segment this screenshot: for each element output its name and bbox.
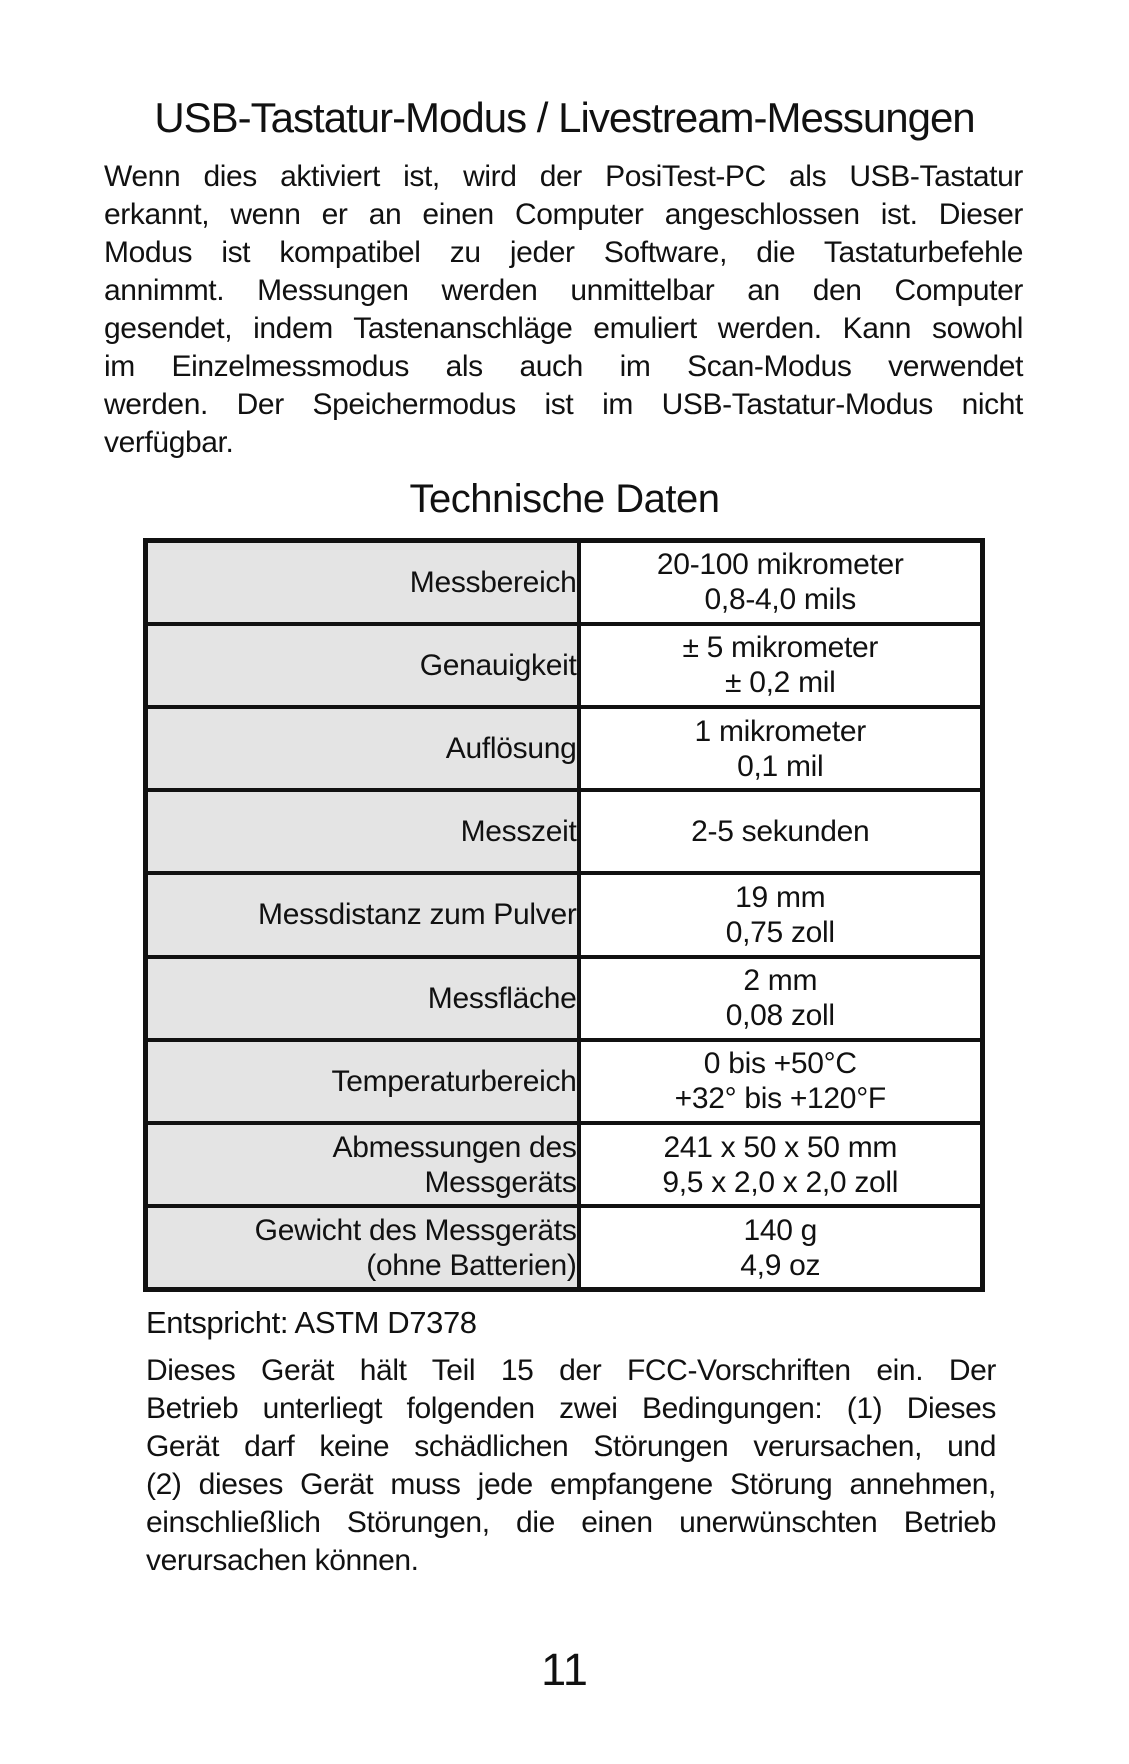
spec-value-cell (579, 624, 983, 707)
paragraph-line: Modus ist kompatibel zu jeder Software, die Tastaturbefehle (104, 236, 1023, 269)
cell-line: Messzeit (460, 815, 577, 849)
cell-line: ± 0,2 mil (725, 666, 836, 700)
paragraph-line: werden. Der Speichermodus ist im USB-Tastatur-Modus nicht (104, 388, 1023, 421)
paragraph-line: Dieses Gerät hält Teil 15 der FCC-Vorschriften ein. Der (146, 1354, 996, 1387)
conformance-note: Entspricht: ASTM D7378 (146, 1305, 477, 1340)
cell-line: 19 mm (735, 880, 826, 914)
paragraph-line: gesendet, indem Tastenanschläge emuliert werden. Kann sowohl (104, 312, 1023, 345)
spec-label-cell (146, 1123, 579, 1206)
cell-line: 0,1 mil (737, 749, 824, 783)
cell-line: +32° bis +120°F (674, 1082, 886, 1116)
paragraph-line: verursachen können. (146, 1544, 419, 1577)
paragraph-line: im Einzelmessmodus als auch im Scan-Modus verwendet (104, 350, 1023, 383)
paragraph-line: Betrieb unterliegt folgenden zwei Bedingungen: (1) Dieses (146, 1392, 996, 1425)
cell-line: 0,08 zoll (725, 999, 835, 1033)
spec-value-cell (579, 1206, 983, 1289)
cell-line: 140 g (743, 1213, 818, 1247)
cell-line: 2-5 sekunden (691, 815, 870, 849)
cell-line: Auflösung (445, 732, 577, 766)
table-row (146, 957, 983, 1040)
table-row (146, 541, 983, 624)
paragraph-line: Gerät darf keine schädlichen Störungen verursachen, und (146, 1430, 996, 1463)
cell-line: Gewicht des Messgeräts (254, 1213, 577, 1247)
spec-value-cell (579, 541, 983, 624)
cell-line: Messgeräts (424, 1165, 577, 1199)
spec-value-cell (579, 790, 983, 873)
cell-line: Messbereich (409, 565, 577, 599)
cell-line: 0,8-4,0 mils (704, 583, 856, 617)
table-row (146, 1206, 983, 1289)
table-row (146, 1123, 983, 1206)
paragraph-line: (2) dieses Gerät muss jede empfangene Störung annehmen, (146, 1468, 996, 1501)
cell-line: 0,75 zoll (725, 915, 835, 949)
cell-line: 0 bis +50°C (703, 1047, 857, 1081)
tech-data-heading: Technische Daten (409, 477, 720, 521)
cell-line: 1 mikrometer (694, 714, 866, 748)
cell-line: 20-100 mikrometer (656, 548, 904, 582)
spec-value-cell (579, 707, 983, 790)
cell-line: Genauigkeit (419, 648, 577, 682)
cell-line: 4,9 oz (740, 1248, 821, 1282)
spec-value-cell (579, 957, 983, 1040)
cell-line: 2 mm (743, 964, 818, 998)
cell-line: Temperaturbereich (331, 1064, 577, 1098)
tech-data-table-body (146, 541, 983, 1290)
table-row (146, 624, 983, 707)
spec-label-cell (146, 957, 579, 1040)
cell-line: 9,5 x 2,0 x 2,0 zoll (662, 1165, 899, 1199)
paragraph-line: verfügbar. (104, 426, 234, 459)
table-row (146, 873, 983, 956)
paragraph-line: erkannt, wenn er an einen Computer angeschlossen ist. Dieser (104, 198, 1023, 231)
cell-line: Messdistanz zum Pulver (258, 898, 577, 932)
spec-value-cell (579, 1040, 983, 1123)
cell-line: 241 x 50 x 50 mm (663, 1130, 898, 1164)
paragraph-line: einschließlich Störungen, die einen unerwünschten Betrieb (146, 1506, 996, 1539)
spec-value-cell (579, 1123, 983, 1206)
spec-label-cell (146, 1040, 579, 1123)
page-number: 11 (541, 1644, 588, 1695)
spec-value-cell (579, 873, 983, 956)
tech-data-table (143, 538, 985, 1292)
table-row (146, 790, 983, 873)
cell-line: ± 5 mikrometer (682, 631, 879, 665)
cell-line: Messfläche (427, 981, 577, 1015)
spec-label-cell (146, 624, 579, 707)
paragraph-line: Wenn dies aktiviert ist, wird der PosiTest-PC als USB-Tastatur (104, 160, 1023, 193)
table-row (146, 1040, 983, 1123)
spec-label-cell (146, 790, 579, 873)
spec-label-cell (146, 707, 579, 790)
page-title: USB-Tastatur-Modus / Livestream-Messungen (154, 94, 975, 141)
cell-line: (ohne Batterien) (366, 1248, 577, 1282)
table-row (146, 707, 983, 790)
cell-line: Abmessungen des (332, 1130, 577, 1164)
paragraph-line: annimmt. Messungen werden unmittelbar an den Computer (104, 274, 1023, 307)
intro-paragraph (104, 158, 1023, 462)
fcc-paragraph (146, 1352, 996, 1580)
spec-label-cell (146, 873, 579, 956)
spec-label-cell (146, 541, 579, 624)
spec-label-cell (146, 1206, 579, 1289)
